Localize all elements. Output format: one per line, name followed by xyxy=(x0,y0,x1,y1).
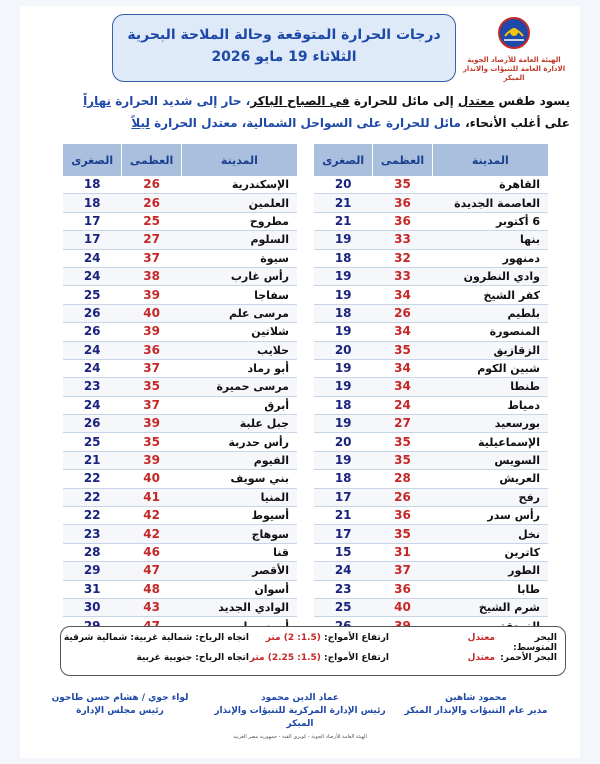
min-temp-cell: 24 xyxy=(314,562,373,580)
city-cell: الطور xyxy=(432,562,548,580)
city-cell: بورسعيد xyxy=(432,415,548,433)
table-row xyxy=(314,415,549,433)
min-temp-cell: 18 xyxy=(314,304,373,322)
table-row xyxy=(314,231,549,249)
desc-text: على السواحل الشمالية، معتدل الحرارة xyxy=(149,116,386,130)
description-line-1 xyxy=(30,90,570,112)
max-temp-cell: 27 xyxy=(373,415,432,433)
max-temp-cell: 35 xyxy=(373,451,432,469)
max-temp-cell: 28 xyxy=(373,470,432,488)
table-row xyxy=(314,359,549,377)
table-row xyxy=(314,396,549,414)
temperature-table-right xyxy=(313,144,548,636)
city-cell: شبين الكوم xyxy=(432,359,548,377)
city-cell: القاهرة xyxy=(432,176,548,194)
table-row xyxy=(63,451,298,469)
title-box xyxy=(112,14,456,82)
max-temp-cell: 35 xyxy=(373,433,432,451)
max-temp-cell: 35 xyxy=(122,433,181,451)
max-temp-cell: 39 xyxy=(122,415,181,433)
desc-text: يسود طقس xyxy=(494,94,570,108)
table-row xyxy=(314,543,549,561)
table-row xyxy=(63,433,298,451)
table-row xyxy=(314,451,549,469)
max-temp-cell: 24 xyxy=(373,396,432,414)
city-cell: دمياط xyxy=(432,396,548,414)
city-cell: كاترين xyxy=(432,543,548,561)
city-cell: سيوة xyxy=(181,249,297,267)
sea-row-red-sea xyxy=(61,653,565,671)
min-temp-cell: 26 xyxy=(63,323,122,341)
signatory-title: مدير عام التنبؤات والإنذار المبكر xyxy=(404,706,548,716)
min-temp-cell: 21 xyxy=(314,194,373,212)
min-temp-cell: 19 xyxy=(314,359,373,377)
max-temp-cell: 47 xyxy=(122,562,181,580)
table-row xyxy=(63,378,298,396)
desc-text: ، حار إلى شديد الحرارة xyxy=(111,94,251,108)
min-temp-cell: 19 xyxy=(314,286,373,304)
min-temp-cell: 24 xyxy=(63,341,122,359)
table-row xyxy=(63,286,298,304)
header-min: الصغرى xyxy=(314,144,373,176)
city-cell: رأس سدر xyxy=(432,507,548,525)
max-temp-cell: 36 xyxy=(373,212,432,230)
sea-name: البحر المتوسط: xyxy=(513,633,557,653)
table-row xyxy=(63,396,298,414)
table-row xyxy=(314,433,549,451)
min-temp-cell: 19 xyxy=(314,378,373,396)
max-temp-cell: 36 xyxy=(373,507,432,525)
city-cell: حلايب xyxy=(181,341,297,359)
signatory-title: رئيس الإدارة المركزية للتنبؤات والإنذار المبكر xyxy=(214,706,386,729)
header-city: المدينة xyxy=(181,144,297,176)
min-temp-cell: 19 xyxy=(314,323,373,341)
city-cell: 6 أكتوبر xyxy=(432,212,548,230)
max-temp-cell: 43 xyxy=(122,598,181,616)
wave-value: (1.5: 2) متر xyxy=(265,633,321,643)
wave-label: ارتفاع الأمواج: xyxy=(320,633,389,643)
weather-description xyxy=(30,90,570,134)
min-temp-cell: 19 xyxy=(314,415,373,433)
sea-name: البحر الأحمر: xyxy=(500,653,557,663)
table-row xyxy=(314,488,549,506)
max-temp-cell: 25 xyxy=(122,212,181,230)
table-row xyxy=(63,598,298,616)
signatory-name: لواء جوي / هشام حسن طاحون xyxy=(51,693,189,703)
max-temp-cell: 36 xyxy=(373,194,432,212)
table-row xyxy=(63,212,298,230)
city-cell: طابا xyxy=(432,580,548,598)
min-temp-cell: 30 xyxy=(63,598,122,616)
wave-height xyxy=(250,653,389,663)
forecast-date: الثلاثاء 19 مايو 2026 xyxy=(211,49,357,65)
max-temp-cell: 33 xyxy=(373,231,432,249)
min-temp-cell: 26 xyxy=(63,415,122,433)
min-temp-cell: 17 xyxy=(63,212,122,230)
min-temp-cell: 22 xyxy=(63,488,122,506)
min-temp-cell: 18 xyxy=(314,396,373,414)
sea-row-mediterranean xyxy=(61,633,565,651)
table-row xyxy=(63,304,298,322)
max-temp-cell: 42 xyxy=(122,507,181,525)
city-cell: الأقصر xyxy=(181,562,297,580)
city-cell: طنطا xyxy=(432,378,548,396)
city-cell: دمنهور xyxy=(432,249,548,267)
max-temp-cell: 42 xyxy=(122,525,181,543)
max-temp-cell: 40 xyxy=(373,598,432,616)
max-temp-cell: 41 xyxy=(122,488,181,506)
min-temp-cell: 17 xyxy=(314,525,373,543)
table-row xyxy=(314,323,549,341)
wind-direction xyxy=(136,653,249,663)
city-cell: مطروح xyxy=(181,212,297,230)
page-title: درجات الحرارة المتوقعة وحالة الملاحة البحرية xyxy=(127,27,441,43)
min-temp-cell: 26 xyxy=(63,304,122,322)
max-temp-cell: 26 xyxy=(122,176,181,194)
wave-label: ارتفاع الأمواج: xyxy=(320,653,389,663)
min-temp-cell: 18 xyxy=(63,194,122,212)
city-cell: الفيوم xyxy=(181,451,297,469)
header-min: الصغرى xyxy=(63,144,122,176)
city-cell: قنا xyxy=(181,543,297,561)
min-temp-cell: 20 xyxy=(314,433,373,451)
city-cell: بني سويف xyxy=(181,470,297,488)
max-temp-cell: 32 xyxy=(373,249,432,267)
header-max: العظمى xyxy=(373,144,432,176)
signature-block xyxy=(210,692,390,731)
city-cell: الإسكندرية xyxy=(181,176,297,194)
signatory-name: محمود شاهين xyxy=(445,693,507,703)
table-row xyxy=(63,267,298,285)
max-temp-cell: 39 xyxy=(122,286,181,304)
min-temp-cell: 19 xyxy=(314,267,373,285)
max-temp-cell: 27 xyxy=(122,231,181,249)
min-temp-cell: 21 xyxy=(314,507,373,525)
organization-header xyxy=(454,16,574,83)
max-temp-cell: 48 xyxy=(122,580,181,598)
min-temp-cell: 25 xyxy=(63,433,122,451)
min-temp-cell: 23 xyxy=(314,580,373,598)
table-row xyxy=(314,267,549,285)
max-temp-cell: 46 xyxy=(122,543,181,561)
city-cell: السلوم xyxy=(181,231,297,249)
description-line-2 xyxy=(30,112,570,134)
min-temp-cell: 23 xyxy=(63,378,122,396)
signatory-title: رئيس مجلس الإدارة xyxy=(76,706,164,716)
city-cell: مرسى حميرة xyxy=(181,378,297,396)
max-temp-cell: 37 xyxy=(122,249,181,267)
max-temp-cell: 26 xyxy=(373,304,432,322)
city-cell: العريش xyxy=(432,470,548,488)
min-temp-cell: 21 xyxy=(63,451,122,469)
min-temp-cell: 24 xyxy=(63,249,122,267)
table-row xyxy=(314,212,549,230)
wind-label: اتجاه الرياح: xyxy=(192,653,249,663)
desc-text: نهاراً xyxy=(83,94,112,108)
table-row xyxy=(314,304,549,322)
city-cell: سوهاج xyxy=(181,525,297,543)
desc-text: في الصباح الباكر xyxy=(250,94,350,108)
max-temp-cell: 26 xyxy=(122,194,181,212)
table-row xyxy=(63,470,298,488)
min-temp-cell: 18 xyxy=(314,249,373,267)
wind-value: شمالية غربية: شمالية شرقية xyxy=(63,633,193,643)
org-name xyxy=(454,56,574,83)
signature-block xyxy=(30,692,210,718)
desc-text: على أغلب الأنحاء، xyxy=(460,116,570,130)
city-cell: المنيا xyxy=(181,488,297,506)
table-header-row xyxy=(63,144,298,176)
table-row xyxy=(63,341,298,359)
city-cell: نخل xyxy=(432,525,548,543)
min-temp-cell: 28 xyxy=(63,543,122,561)
sea-state: معتدل xyxy=(467,633,495,643)
table-row xyxy=(63,507,298,525)
min-temp-cell: 23 xyxy=(63,525,122,543)
table-row xyxy=(63,231,298,249)
min-temp-cell: 17 xyxy=(314,488,373,506)
min-temp-cell: 24 xyxy=(63,267,122,285)
max-temp-cell: 40 xyxy=(122,470,181,488)
wind-label: اتجاه الرياح: xyxy=(192,633,249,643)
city-cell: السويس xyxy=(432,451,548,469)
city-cell: العلمين xyxy=(181,194,297,212)
signatory-name: عماد الدين محمود xyxy=(261,693,339,703)
table-row xyxy=(314,286,549,304)
max-temp-cell: 40 xyxy=(122,304,181,322)
max-temp-cell: 35 xyxy=(373,176,432,194)
forecast-sheet xyxy=(20,6,580,758)
max-temp-cell: 35 xyxy=(373,525,432,543)
table-row xyxy=(63,359,298,377)
table-row xyxy=(63,580,298,598)
city-cell: الزقازيق xyxy=(432,341,548,359)
max-temp-cell: 39 xyxy=(122,451,181,469)
max-temp-cell: 26 xyxy=(373,488,432,506)
table-header-row xyxy=(314,144,549,176)
desc-text: مائل للحرارة xyxy=(385,116,461,130)
table-row xyxy=(314,470,549,488)
table-row xyxy=(314,378,549,396)
wind-value: جنوبية غربية xyxy=(136,653,193,663)
min-temp-cell: 25 xyxy=(314,598,373,616)
max-temp-cell: 33 xyxy=(373,267,432,285)
wave-value: (1.5: 2.25) متر xyxy=(249,653,321,663)
table-row xyxy=(314,580,549,598)
max-temp-cell: 37 xyxy=(122,359,181,377)
table-row xyxy=(314,507,549,525)
min-temp-cell: 15 xyxy=(314,543,373,561)
max-temp-cell: 31 xyxy=(373,543,432,561)
city-cell: بلطيم xyxy=(432,304,548,322)
min-temp-cell: 22 xyxy=(63,507,122,525)
city-cell: الوادي الجديد xyxy=(181,598,297,616)
table-row xyxy=(314,525,549,543)
table-row xyxy=(314,341,549,359)
max-temp-cell: 39 xyxy=(122,323,181,341)
city-cell: المنصورة xyxy=(432,323,548,341)
max-temp-cell: 34 xyxy=(373,323,432,341)
table-row xyxy=(63,543,298,561)
desc-text: ليلاً xyxy=(131,116,150,130)
max-temp-cell: 34 xyxy=(373,286,432,304)
min-temp-cell: 17 xyxy=(63,231,122,249)
max-temp-cell: 37 xyxy=(373,562,432,580)
table-row xyxy=(314,598,549,616)
city-cell: العاصمة الجديدة xyxy=(432,194,548,212)
max-temp-cell: 38 xyxy=(122,267,181,285)
city-cell: أبو رماد xyxy=(181,359,297,377)
table-row xyxy=(63,562,298,580)
min-temp-cell: 19 xyxy=(314,451,373,469)
max-temp-cell: 37 xyxy=(122,396,181,414)
table-row xyxy=(63,176,298,194)
min-temp-cell: 24 xyxy=(63,396,122,414)
wave-height xyxy=(266,633,389,643)
city-cell: مرسى علم xyxy=(181,304,297,322)
emblem-icon xyxy=(497,16,531,50)
temperature-table-left xyxy=(62,144,297,636)
city-cell: رأس غارب xyxy=(181,267,297,285)
city-cell: شرم الشيخ xyxy=(432,598,548,616)
table-row xyxy=(314,562,549,580)
city-cell: جبل علبة xyxy=(181,415,297,433)
table-row xyxy=(314,176,549,194)
table-row xyxy=(314,194,549,212)
min-temp-cell: 22 xyxy=(63,470,122,488)
table-row xyxy=(63,525,298,543)
city-cell: وادي النطرون xyxy=(432,267,548,285)
city-cell: أبرق xyxy=(181,396,297,414)
table-row xyxy=(63,488,298,506)
footer-contact: الهيئة العامة للأرصاد الجوية - كوبري القبة - جمهورية مصر العربية xyxy=(233,734,367,740)
sea-conditions-box xyxy=(60,626,566,676)
desc-text: معتدل xyxy=(457,94,495,108)
min-temp-cell: 25 xyxy=(63,286,122,304)
max-temp-cell: 35 xyxy=(122,378,181,396)
min-temp-cell: 18 xyxy=(314,470,373,488)
min-temp-cell: 19 xyxy=(314,231,373,249)
city-cell: سفاجا xyxy=(181,286,297,304)
table-row xyxy=(314,249,549,267)
max-temp-cell: 36 xyxy=(122,341,181,359)
min-temp-cell: 29 xyxy=(63,562,122,580)
city-cell: أسوان xyxy=(181,580,297,598)
desc-text: إلى مائل للحرارة xyxy=(349,94,458,108)
header-city: المدينة xyxy=(432,144,548,176)
org-line-1: الهيئة العامة للأرصاد الجوية xyxy=(467,56,561,64)
signature-block xyxy=(386,692,566,718)
table-row xyxy=(63,415,298,433)
city-cell: رأس حدربة xyxy=(181,433,297,451)
city-cell: شلاتين xyxy=(181,323,297,341)
wind-direction xyxy=(64,633,249,643)
table-row xyxy=(63,194,298,212)
min-temp-cell: 20 xyxy=(314,341,373,359)
min-temp-cell: 20 xyxy=(314,176,373,194)
org-line-2: الادارة العامة للتنبؤات والانذار المبكر xyxy=(462,65,566,82)
max-temp-cell: 36 xyxy=(373,580,432,598)
max-temp-cell: 34 xyxy=(373,359,432,377)
min-temp-cell: 18 xyxy=(63,176,122,194)
city-cell: بنها xyxy=(432,231,548,249)
table-row xyxy=(63,323,298,341)
city-cell: الإسماعيلية xyxy=(432,433,548,451)
header-max: العظمى xyxy=(122,144,181,176)
city-cell: رفح xyxy=(432,488,548,506)
min-temp-cell: 24 xyxy=(63,359,122,377)
min-temp-cell: 21 xyxy=(314,212,373,230)
city-cell: أسيوط xyxy=(181,507,297,525)
max-temp-cell: 34 xyxy=(373,378,432,396)
sea-state: معتدل xyxy=(467,653,495,663)
city-cell: كفر الشيخ xyxy=(432,286,548,304)
max-temp-cell: 35 xyxy=(373,341,432,359)
table-row xyxy=(63,249,298,267)
min-temp-cell: 31 xyxy=(63,580,122,598)
